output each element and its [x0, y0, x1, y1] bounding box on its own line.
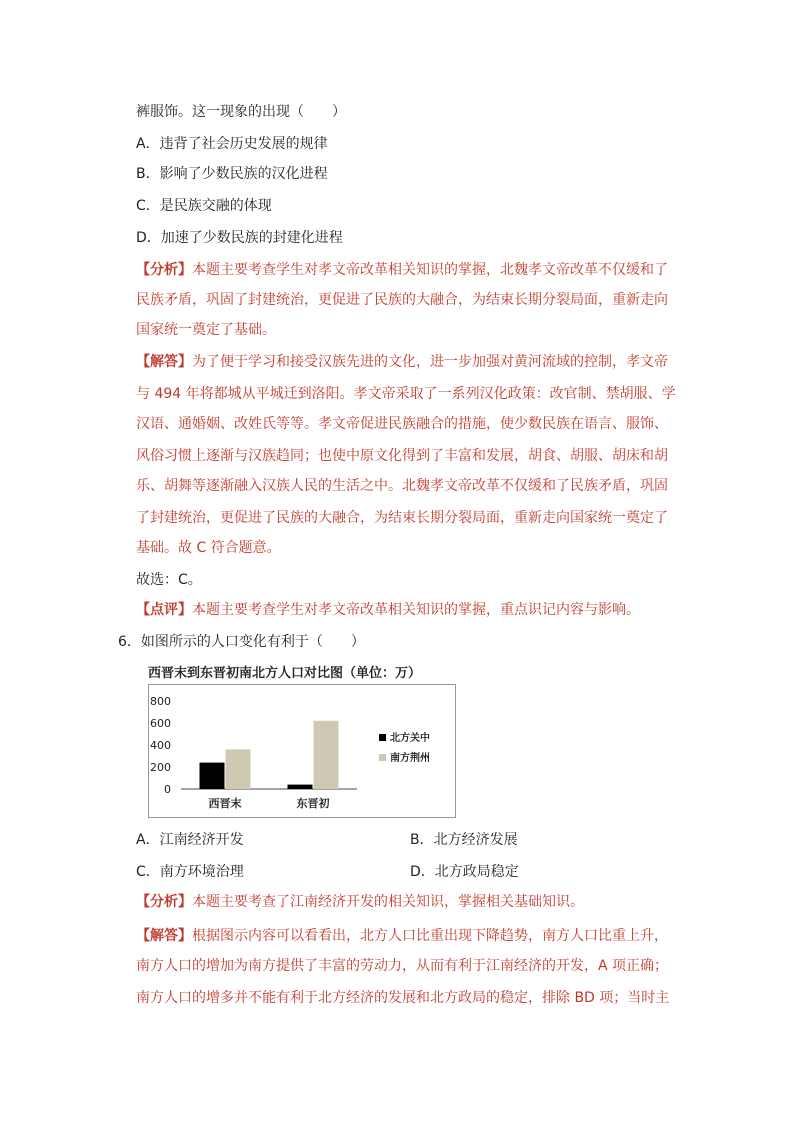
- q6-answer-line-3: 南方人口的增多并不能有利于北方经济的发展和北方政局的稳定，排除 BD 项；当时主: [136, 990, 670, 1006]
- q5-option-a: A．违背了社会历史发展的规律: [136, 136, 328, 152]
- q5-answer-line-5: 乐、胡舞等逐渐融入汉族人民的生活之中。北魏孝文帝改革不仅缓和了民族矛盾，巩固: [136, 478, 668, 494]
- q5-answer-line-3: 汉语、通婚姻、改姓氏等等。孝文帝促进民族融合的措施，使少数民族在语言、服饰、: [136, 416, 668, 432]
- q5-answer-tag: 【解答】: [136, 354, 192, 370]
- x-tick-label: 西晋末: [208, 797, 242, 810]
- q5-comment-tag: 【点评】: [136, 602, 192, 618]
- q5-option-b: B．影响了少数民族的汉化进程: [136, 166, 328, 182]
- q5-answer-line-6: 了封建统治，更促进了民族的大融合，为结束长期分裂局面，重新走向国家统一奠定了: [136, 510, 668, 526]
- q5-stem-tail: 裤服饰。这一现象的出现（ ）: [136, 104, 346, 120]
- chart-svg: [149, 685, 455, 817]
- y-tick-label: 400: [150, 739, 171, 752]
- q5-analysis-line-3: 国家统一奠定了基础。: [136, 322, 276, 338]
- bar-south-0: [226, 749, 251, 789]
- legend-swatch: [379, 734, 386, 741]
- q5-option-d: D．加速了少数民族的封建化进程: [136, 230, 343, 246]
- q5-answer-line-7: 基础。故 C 符合题意。: [136, 540, 281, 556]
- q5-answer-line-1: 【解答】为了便于学习和接受汉族先进的文化，进一步加强对黄河流域的控制，孝文帝: [136, 354, 668, 370]
- bar-north-0: [200, 763, 225, 789]
- q6-option-c: C．南方环境治理: [136, 864, 244, 880]
- q6-analysis-tag: 【分析】: [136, 894, 192, 910]
- q5-option-c: C．是民族交融的体现: [136, 198, 272, 214]
- q6-option-d: D．北方政局稳定: [410, 864, 519, 880]
- y-tick-label: 600: [150, 717, 171, 730]
- q6-analysis: 【分析】本题主要考查了江南经济开发的相关知识，掌握相关基础知识。: [136, 894, 584, 910]
- q6-answer-line-1: 【解答】根据图示内容可以看看出，北方人口比重出现下降趋势，南方人口比重上升，: [136, 928, 668, 944]
- q6-stem: 6．如图所示的人口变化有利于（ ）: [118, 634, 365, 650]
- legend-label: 北方关中: [390, 733, 430, 744]
- population-chart: [148, 662, 458, 822]
- q5-choice: 故选：C。: [136, 572, 202, 588]
- y-tick-label: 0: [164, 783, 171, 796]
- q5-analysis-line-2: 民族矛盾，巩固了封建统治，更促进了民族的大融合，为结束长期分裂局面，重新走向: [136, 292, 668, 308]
- y-tick-label: 800: [150, 695, 171, 708]
- q6-answer-line-2: 南方人口的增加为南方提供了丰富的劳动力，从而有利于江南经济的开发，A 项正确；: [136, 958, 669, 974]
- q5-answer-line-4: 风俗习惯上逐渐与汉族趋同；也使中原文化得到了丰富和发展，胡食、胡服、胡床和胡: [136, 448, 668, 464]
- legend-label: 南方荆州: [390, 753, 430, 764]
- chart-frame: [148, 684, 456, 818]
- q6-answer-tag: 【解答】: [136, 928, 192, 944]
- bar-south-1: [314, 721, 339, 789]
- chart-title: 西晋末到东晋初南北方人口对比图（单位：万）: [148, 666, 422, 681]
- q5-analysis-line-1: 【分析】本题主要考查学生对孝文帝改革相关知识的掌握，北魏孝文帝改革不仅缓和了: [136, 262, 668, 278]
- q6-option-b: B．北方经济发展: [410, 832, 518, 848]
- bar-north-1: [288, 785, 313, 789]
- q5-analysis-tag: 【分析】: [136, 262, 192, 278]
- q6-option-a: A．江南经济开发: [136, 832, 244, 848]
- x-tick-label: 东晋初: [296, 797, 330, 810]
- legend-swatch: [379, 754, 386, 761]
- q5-answer-line-2: 与 494 年将都城从平城迁到洛阳。孝文帝采取了一系列汉化政策：改官制、禁胡服、学: [136, 386, 676, 402]
- q5-comment: 【点评】本题主要考查学生对孝文帝改革相关知识的掌握，重点识记内容与影响。: [136, 602, 640, 618]
- y-tick-label: 200: [150, 761, 171, 774]
